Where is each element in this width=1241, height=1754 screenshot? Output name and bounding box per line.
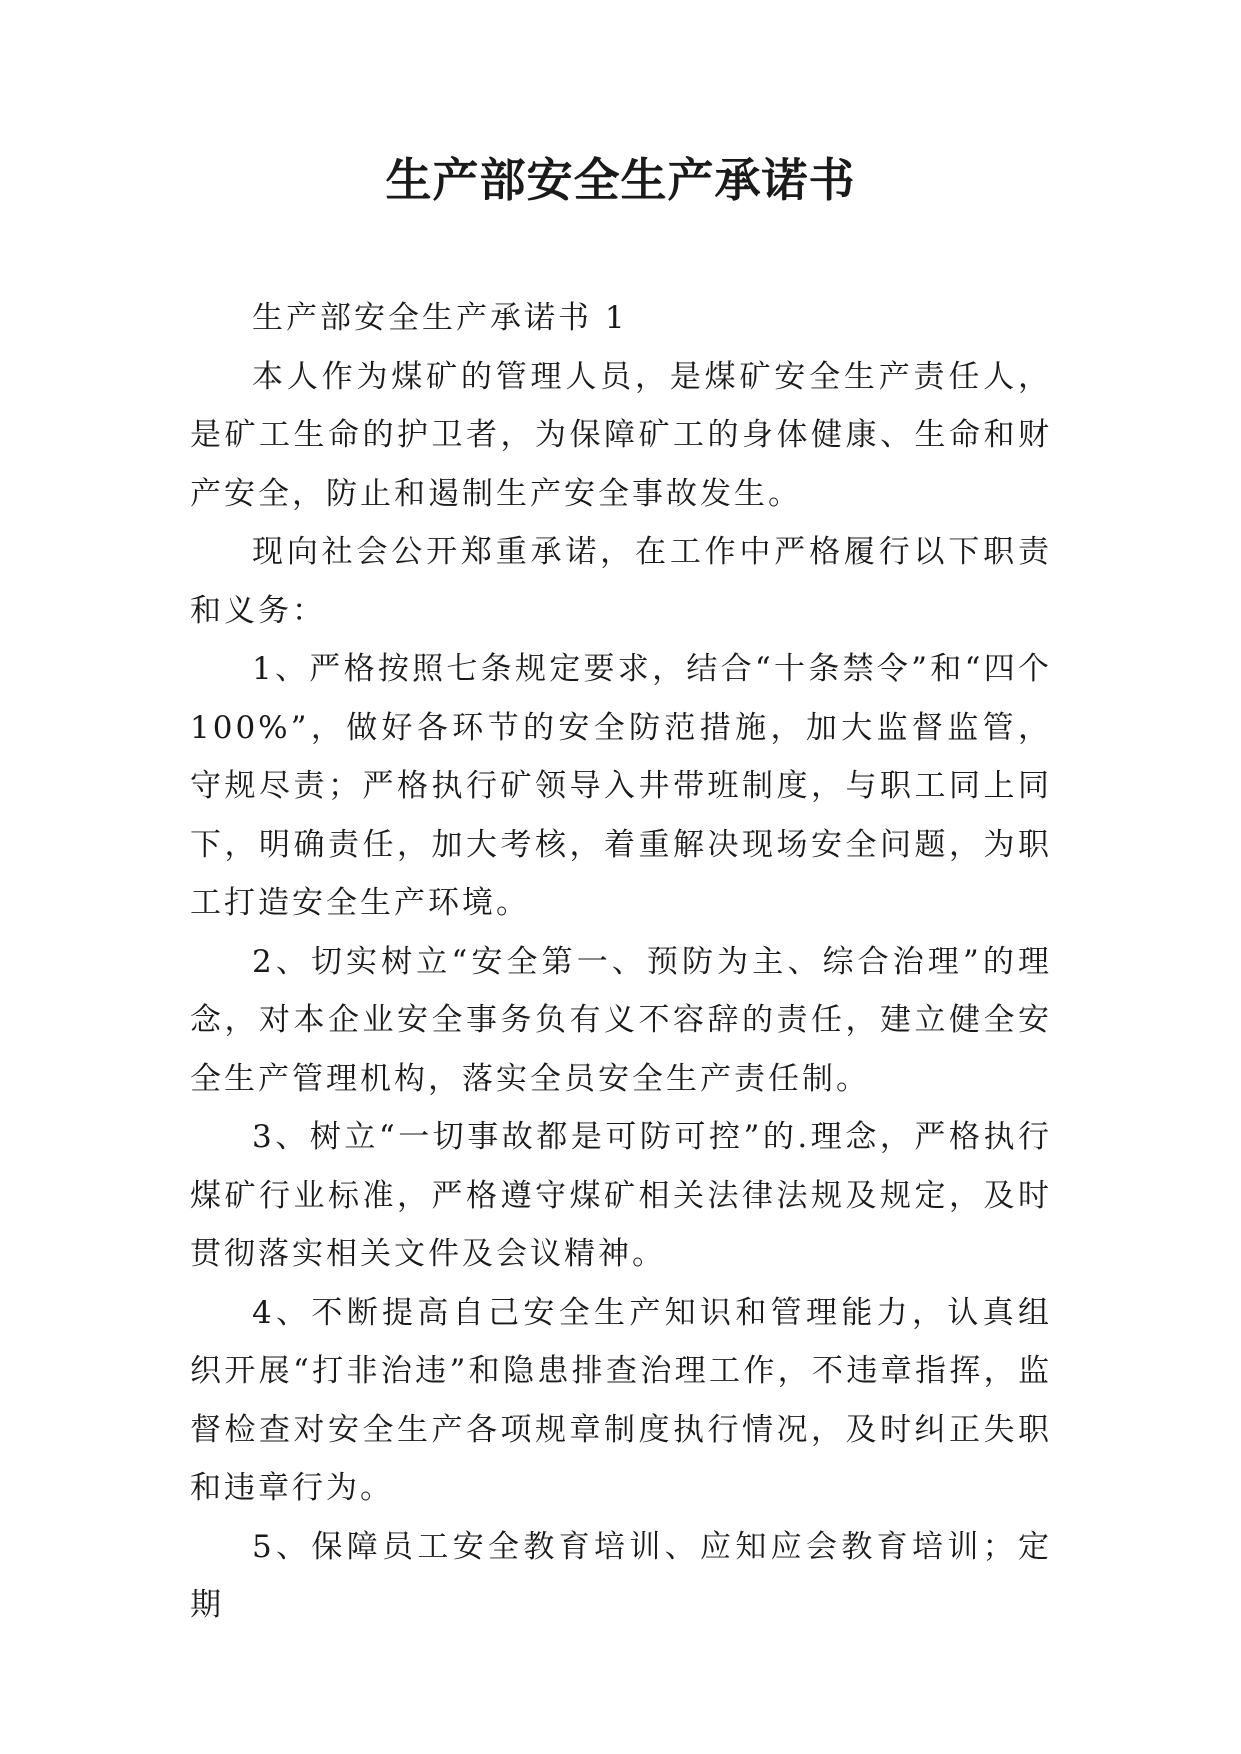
paragraph-item-3: 3、树立“一切事故都是可防可控”的.理念，严格执行煤矿行业标准，严格遵守煤矿相关法律法规及规定，及时贯彻落实相关文件及会议精神。 bbox=[190, 1119, 1052, 1272]
paragraph-item-5: 5、保障员工安全教育培训、应知应会教育培训；定期 bbox=[190, 1528, 1052, 1623]
paragraph-intro: 本人作为煤矿的管理人员，是煤矿安全生产责任人，是矿工生命的护卫者，为保障矿工的身体健康、生命和财产安全，防止和遏制生产安全事故发生。 bbox=[190, 358, 1052, 512]
paragraph-item-4: 4、不断提高自己安全生产知识和管理能力，认真组织开展“打非治违”和隐患排查治理工作，不违章指挥，监督检查对安全生产各项规章制度执行情况，及时纠正失职和违章行为。 bbox=[190, 1294, 1052, 1506]
paragraph-item-1: 1、严格按照七条规定要求，结合“十条禁令”和“四个 100%”，做好各环节的安全防范措施，加大监督监管，守规尽责；严格执行矿领导入井带班制度，与职工同上同下，明确责任，加大考核，着重解决现场安全问题，为职工打造安全生产环境。 bbox=[190, 651, 1052, 921]
document-title: 生产部安全生产承诺书 bbox=[385, 153, 856, 207]
document-body bbox=[190, 289, 1052, 1635]
section-heading: 生产部安全生产承诺书 1 bbox=[252, 300, 628, 336]
paragraph-item-2: 2、切实树立“安全第一、预防为主、综合治理”的理念，对本企业安全事务负有义不容辞的责任，建立健全安全生产管理机构，落实全员安全生产责任制。 bbox=[190, 943, 1052, 1097]
paragraph-commitment: 现向社会公开郑重承诺，在工作中严格履行以下职责和义务： bbox=[190, 534, 1052, 629]
